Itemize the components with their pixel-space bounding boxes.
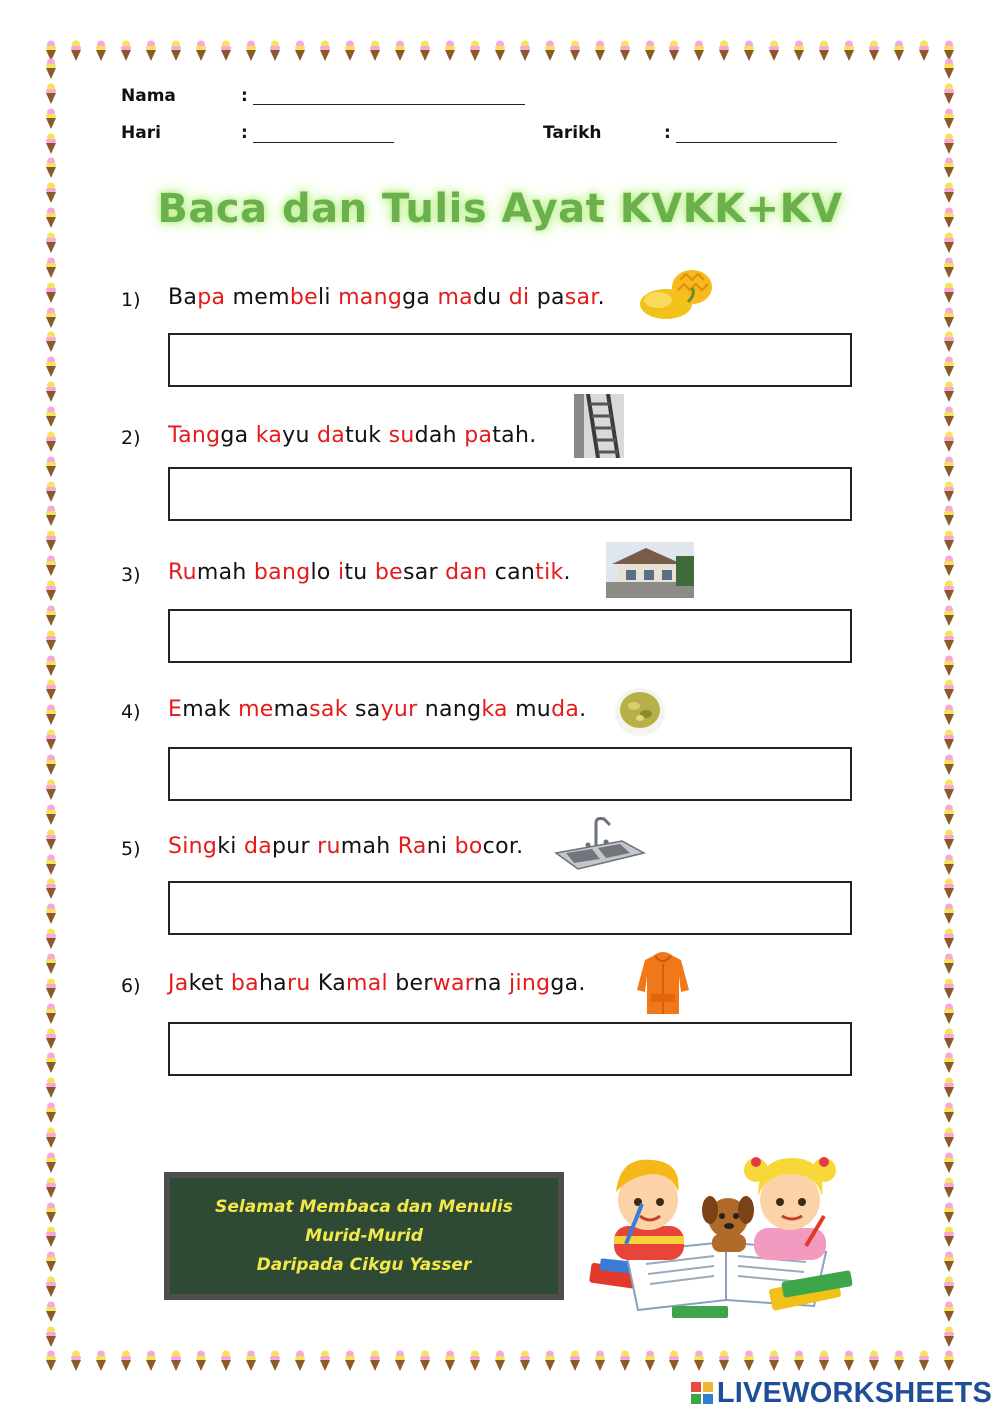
ice-cream-cone-icon	[942, 1152, 956, 1174]
ice-cream-cone-icon	[618, 40, 632, 62]
border-top	[44, 40, 956, 62]
ice-cream-cone-icon	[343, 1350, 357, 1372]
ice-cream-cone-icon	[892, 1350, 906, 1372]
highlighted-syllable: da	[317, 423, 346, 448]
ice-cream-cone-icon	[817, 40, 831, 62]
ice-cream-cone-icon	[144, 1350, 158, 1372]
ice-cream-cone-icon	[293, 40, 307, 62]
ice-cream-cone-icon	[418, 1350, 432, 1372]
syllable: mah	[340, 834, 398, 859]
ice-cream-cone-icon	[44, 754, 58, 776]
ice-cream-cone-icon	[767, 40, 781, 62]
mango-icon	[636, 262, 716, 324]
ice-cream-cone-icon	[892, 40, 906, 62]
day-label: Hari	[121, 123, 161, 143]
highlighted-syllable: Ra	[397, 834, 427, 859]
ice-cream-cone-icon	[942, 804, 956, 826]
ice-cream-cone-icon	[942, 1052, 956, 1074]
ice-cream-cone-icon	[942, 1350, 956, 1372]
ice-cream-cone-icon	[44, 1326, 58, 1348]
ice-cream-cone-icon	[942, 356, 956, 378]
syllable: .	[597, 285, 605, 310]
question-sentence	[168, 697, 586, 722]
question-number: 3)	[121, 564, 141, 586]
ice-cream-cone-icon	[44, 406, 58, 428]
question-sentence	[168, 971, 586, 996]
ice-cream-cone-icon	[44, 1202, 58, 1224]
highlighted-syllable: sak	[309, 697, 348, 722]
ice-cream-cone-icon	[69, 40, 83, 62]
ice-cream-cone-icon	[44, 928, 58, 950]
ice-cream-cone-icon	[169, 40, 183, 62]
ice-cream-cone-icon	[44, 505, 58, 527]
name-field[interactable]	[253, 104, 525, 105]
ice-cream-cone-icon	[942, 1202, 956, 1224]
syllable: tah.	[492, 423, 537, 448]
date-colon: :	[664, 123, 671, 143]
ice-cream-cone-icon	[742, 40, 756, 62]
ice-cream-cone-icon	[468, 40, 482, 62]
ice-cream-cone-icon	[942, 878, 956, 900]
ice-cream-cone-icon	[942, 630, 956, 652]
ice-cream-cone-icon	[44, 1052, 58, 1074]
ice-cream-cone-icon	[44, 1350, 58, 1372]
ice-cream-cone-icon	[942, 481, 956, 503]
ice-cream-cone-icon	[942, 779, 956, 801]
syllable: .	[579, 697, 587, 722]
syllable: ga	[402, 285, 438, 310]
ice-cream-cone-icon	[44, 108, 58, 130]
ice-cream-cone-icon	[44, 456, 58, 478]
answer-box-3[interactable]	[168, 609, 852, 663]
ice-cream-cone-icon	[44, 307, 58, 329]
ice-cream-cone-icon	[44, 1177, 58, 1199]
syllable: mu	[507, 697, 552, 722]
question-number: 4)	[121, 701, 141, 723]
ice-cream-cone-icon	[942, 1326, 956, 1348]
ice-cream-cone-icon	[667, 1350, 681, 1372]
highlighted-syllable: ma	[437, 285, 473, 310]
ice-cream-cone-icon	[643, 40, 657, 62]
highlighted-syllable: me	[238, 697, 274, 722]
ice-cream-cone-icon	[692, 1350, 706, 1372]
ice-cream-cone-icon	[942, 530, 956, 552]
ice-cream-cone-icon	[518, 1350, 532, 1372]
ice-cream-cone-icon	[343, 40, 357, 62]
ice-cream-cone-icon	[867, 40, 881, 62]
ice-cream-cone-icon	[393, 40, 407, 62]
ice-cream-cone-icon	[942, 431, 956, 453]
answer-box-4[interactable]	[168, 747, 852, 801]
jacket-icon	[637, 950, 689, 1016]
ice-cream-cone-icon	[44, 655, 58, 677]
ice-cream-cone-icon	[268, 40, 282, 62]
highlighted-syllable: da	[243, 834, 272, 859]
ice-cream-cone-icon	[942, 58, 956, 80]
syllable: .	[563, 560, 571, 585]
ice-cream-cone-icon	[917, 40, 931, 62]
ice-cream-cone-icon	[942, 1028, 956, 1050]
highlighted-syllable: mal	[345, 971, 388, 996]
ice-cream-cone-icon	[368, 40, 382, 62]
ice-cream-cone-icon	[942, 381, 956, 403]
bungalow-icon	[606, 542, 694, 598]
ice-cream-cone-icon	[418, 40, 432, 62]
ice-cream-cone-icon	[942, 1276, 956, 1298]
ice-cream-cone-icon	[44, 157, 58, 179]
syllable: Ka	[310, 971, 346, 996]
ice-cream-cone-icon	[219, 40, 233, 62]
ice-cream-cone-icon	[44, 58, 58, 80]
syllable: sa	[347, 697, 381, 722]
ice-cream-cone-icon	[593, 40, 607, 62]
highlighted-syllable: su	[388, 423, 415, 448]
highlighted-syllable: da	[551, 697, 580, 722]
ice-cream-cone-icon	[44, 878, 58, 900]
highlighted-syllable: be	[374, 560, 403, 585]
ice-cream-cone-icon	[942, 729, 956, 751]
syllable: nang	[417, 697, 482, 722]
question-sentence	[168, 834, 523, 859]
ice-cream-cone-icon	[942, 108, 956, 130]
ice-cream-cone-icon	[44, 1152, 58, 1174]
syllable: cor.	[482, 834, 524, 859]
logo-text: LIVEWORKSHEETS	[716, 1376, 992, 1409]
ice-cream-cone-icon	[742, 1350, 756, 1372]
ice-cream-cone-icon	[942, 829, 956, 851]
ice-cream-cone-icon	[692, 40, 706, 62]
chalkboard-line-2: Murid-Murid	[305, 1225, 423, 1246]
syllable: mem	[225, 285, 290, 310]
date-label: Tarikh	[543, 123, 602, 143]
ice-cream-cone-icon	[44, 356, 58, 378]
highlighted-syllable: bo	[454, 834, 483, 859]
ice-cream-cone-icon	[44, 381, 58, 403]
highlighted-syllable: Ja	[168, 971, 189, 996]
ice-cream-cone-icon	[44, 1276, 58, 1298]
ice-cream-cone-icon	[318, 1350, 332, 1372]
ice-cream-cone-icon	[717, 40, 731, 62]
highlighted-syllable: ru	[286, 971, 311, 996]
ice-cream-cone-icon	[44, 257, 58, 279]
ice-cream-cone-icon	[119, 1350, 133, 1372]
ice-cream-cone-icon	[867, 1350, 881, 1372]
ice-cream-cone-icon	[44, 232, 58, 254]
logo-mark-icon	[691, 1382, 713, 1404]
question-number: 1)	[121, 289, 141, 311]
ice-cream-cone-icon	[44, 605, 58, 627]
syllable: dah	[414, 423, 465, 448]
syllable: ga.	[550, 971, 586, 996]
ice-cream-cone-icon	[194, 1350, 208, 1372]
highlighted-syllable: yur	[380, 697, 418, 722]
highlighted-syllable: war	[432, 971, 474, 996]
syllable: mah	[196, 560, 254, 585]
ice-cream-cone-icon	[493, 1350, 507, 1372]
ice-cream-cone-icon	[44, 1301, 58, 1323]
ice-cream-cone-icon	[44, 729, 58, 751]
ice-cream-cone-icon	[44, 1003, 58, 1025]
ice-cream-cone-icon	[942, 1077, 956, 1099]
ice-cream-cone-icon	[44, 829, 58, 851]
ice-cream-cone-icon	[618, 1350, 632, 1372]
syllable: mak	[182, 697, 239, 722]
highlighted-syllable: E	[168, 697, 183, 722]
highlighted-syllable: ka	[481, 697, 508, 722]
ice-cream-cone-icon	[468, 1350, 482, 1372]
ice-cream-cone-icon	[44, 331, 58, 353]
ice-cream-cone-icon	[443, 1350, 457, 1372]
date-field[interactable]	[676, 142, 837, 143]
ice-cream-cone-icon	[942, 1102, 956, 1124]
highlighted-syllable: mang	[338, 285, 403, 310]
ice-cream-cone-icon	[44, 580, 58, 602]
highlighted-syllable: bang	[253, 560, 311, 585]
ice-cream-cone-icon	[717, 1350, 731, 1372]
syllable: ni	[426, 834, 455, 859]
highlighted-syllable: pa	[464, 423, 493, 448]
highlighted-syllable: sar	[564, 285, 598, 310]
syllable: pur	[271, 834, 318, 859]
chalkboard-line-3: Daripada Cikgu Yasser	[256, 1254, 472, 1275]
highlighted-syllable: be	[289, 285, 318, 310]
ice-cream-cone-icon	[942, 133, 956, 155]
answer-box-5[interactable]	[168, 881, 852, 935]
question-number: 2)	[121, 427, 141, 449]
ice-cream-cone-icon	[44, 804, 58, 826]
page-title: Baca dan Tulis Ayat KVKK+KV	[157, 186, 843, 232]
ice-cream-cone-icon	[44, 903, 58, 925]
ice-cream-cone-icon	[169, 1350, 183, 1372]
sink-icon	[552, 815, 646, 877]
ice-cream-cone-icon	[942, 307, 956, 329]
ice-cream-cone-icon	[44, 1028, 58, 1050]
day-field[interactable]	[253, 142, 394, 143]
highlighted-syllable: jing	[509, 971, 551, 996]
ice-cream-cone-icon	[144, 40, 158, 62]
ice-cream-cone-icon	[942, 1003, 956, 1025]
syllable: na	[473, 971, 510, 996]
answer-box-6[interactable]	[168, 1022, 852, 1076]
ice-cream-cone-icon	[942, 1226, 956, 1248]
syllable: ber	[387, 971, 433, 996]
ice-cream-cone-icon	[44, 83, 58, 105]
ice-cream-cone-icon	[368, 1350, 382, 1372]
ice-cream-cone-icon	[518, 40, 532, 62]
ice-cream-cone-icon	[942, 157, 956, 179]
ice-cream-cone-icon	[942, 232, 956, 254]
ice-cream-cone-icon	[942, 605, 956, 627]
ice-cream-cone-icon	[842, 40, 856, 62]
ice-cream-cone-icon	[44, 953, 58, 975]
syllable: tuk	[345, 423, 389, 448]
ice-cream-cone-icon	[568, 1350, 582, 1372]
ice-cream-cone-icon	[942, 580, 956, 602]
highlighted-syllable: Tang	[168, 423, 221, 448]
ice-cream-cone-icon	[942, 679, 956, 701]
ice-cream-cone-icon	[942, 1251, 956, 1273]
syllable: ki	[217, 834, 244, 859]
ice-cream-cone-icon	[543, 40, 557, 62]
ice-cream-cone-icon	[44, 530, 58, 552]
syllable: tu	[344, 560, 375, 585]
syllable: lo	[310, 560, 338, 585]
syllable: du	[472, 285, 509, 310]
ice-cream-cone-icon	[543, 1350, 557, 1372]
ice-cream-cone-icon	[44, 679, 58, 701]
ice-cream-cone-icon	[44, 630, 58, 652]
ice-cream-cone-icon	[94, 40, 108, 62]
syllable: Ba	[168, 285, 198, 310]
ice-cream-cone-icon	[942, 282, 956, 304]
ice-cream-cone-icon	[393, 1350, 407, 1372]
question-number: 6)	[121, 975, 141, 997]
liveworksheets-logo[interactable]	[691, 1376, 992, 1410]
syllable: yu	[282, 423, 318, 448]
name-colon: :	[241, 86, 248, 106]
ice-cream-cone-icon	[69, 1350, 83, 1372]
ice-cream-cone-icon	[44, 1226, 58, 1248]
ice-cream-cone-icon	[94, 1350, 108, 1372]
highlighted-syllable: i	[337, 560, 345, 585]
border-bottom	[44, 1350, 956, 1372]
answer-box-2[interactable]	[168, 467, 852, 521]
ladder-icon	[574, 394, 624, 458]
syllable: ha	[258, 971, 287, 996]
highlighted-syllable: pa	[197, 285, 226, 310]
ice-cream-cone-icon	[767, 1350, 781, 1372]
ice-cream-cone-icon	[219, 1350, 233, 1372]
syllable: ma	[273, 697, 310, 722]
border-right	[942, 58, 956, 1348]
ice-cream-cone-icon	[817, 1350, 831, 1372]
highlighted-syllable: Sing	[168, 834, 218, 859]
ice-cream-cone-icon	[942, 754, 956, 776]
ice-cream-cone-icon	[917, 1350, 931, 1372]
ice-cream-cone-icon	[942, 704, 956, 726]
chalkboard	[164, 1172, 564, 1300]
ice-cream-cone-icon	[667, 40, 681, 62]
ice-cream-cone-icon	[44, 704, 58, 726]
ice-cream-cone-icon	[44, 779, 58, 801]
ice-cream-cone-icon	[194, 40, 208, 62]
syllable: sar	[402, 560, 446, 585]
ice-cream-cone-icon	[44, 431, 58, 453]
ice-cream-cone-icon	[593, 1350, 607, 1372]
ice-cream-cone-icon	[942, 555, 956, 577]
ice-cream-cone-icon	[942, 83, 956, 105]
highlighted-syllable: dan	[445, 560, 488, 585]
border-left	[44, 58, 58, 1348]
ice-cream-cone-icon	[942, 1177, 956, 1199]
syllable: ga	[220, 423, 256, 448]
ice-cream-cone-icon	[942, 854, 956, 876]
syllable: ket	[188, 971, 231, 996]
ice-cream-cone-icon	[493, 40, 507, 62]
syllable: pa	[529, 285, 565, 310]
question-sentence	[168, 285, 605, 310]
ice-cream-cone-icon	[942, 1301, 956, 1323]
chalkboard-line-1: Selamat Membaca dan Menulis	[215, 1196, 513, 1217]
ice-cream-cone-icon	[942, 1127, 956, 1149]
ice-cream-cone-icon	[568, 40, 582, 62]
highlighted-syllable: Ru	[168, 560, 197, 585]
syllable: can	[487, 560, 536, 585]
ice-cream-cone-icon	[942, 978, 956, 1000]
ice-cream-cone-icon	[792, 40, 806, 62]
ice-cream-cone-icon	[293, 1350, 307, 1372]
ice-cream-cone-icon	[842, 1350, 856, 1372]
ice-cream-cone-icon	[942, 456, 956, 478]
ice-cream-cone-icon	[643, 1350, 657, 1372]
highlighted-syllable: di	[508, 285, 530, 310]
ice-cream-cone-icon	[44, 978, 58, 1000]
ice-cream-cone-icon	[942, 903, 956, 925]
name-label: Nama	[121, 86, 176, 106]
ice-cream-cone-icon	[44, 1251, 58, 1273]
syllable: li	[317, 285, 339, 310]
answer-box-1[interactable]	[168, 333, 852, 387]
ice-cream-cone-icon	[792, 1350, 806, 1372]
ice-cream-cone-icon	[942, 331, 956, 353]
highlighted-syllable: ru	[317, 834, 341, 859]
ice-cream-cone-icon	[942, 257, 956, 279]
ice-cream-cone-icon	[942, 928, 956, 950]
question-sentence	[168, 560, 571, 585]
ice-cream-cone-icon	[942, 406, 956, 428]
ice-cream-cone-icon	[44, 282, 58, 304]
ice-cream-cone-icon	[44, 133, 58, 155]
ice-cream-cone-icon	[44, 1127, 58, 1149]
highlighted-syllable: ba	[230, 971, 259, 996]
highlighted-syllable: tik	[535, 560, 564, 585]
ice-cream-cone-icon	[44, 481, 58, 503]
children-reading-illustration	[586, 1140, 858, 1324]
jackfruit-curry-icon	[614, 678, 666, 740]
ice-cream-cone-icon	[268, 1350, 282, 1372]
question-number: 5)	[121, 838, 141, 860]
ice-cream-cone-icon	[443, 40, 457, 62]
ice-cream-cone-icon	[942, 505, 956, 527]
ice-cream-cone-icon	[942, 953, 956, 975]
ice-cream-cone-icon	[119, 40, 133, 62]
ice-cream-cone-icon	[942, 655, 956, 677]
ice-cream-cone-icon	[318, 40, 332, 62]
ice-cream-cone-icon	[244, 40, 258, 62]
question-sentence	[168, 423, 537, 448]
ice-cream-cone-icon	[44, 555, 58, 577]
ice-cream-cone-icon	[44, 854, 58, 876]
day-colon: :	[241, 123, 248, 143]
ice-cream-cone-icon	[44, 1102, 58, 1124]
ice-cream-cone-icon	[44, 1077, 58, 1099]
highlighted-syllable: ka	[255, 423, 283, 448]
ice-cream-cone-icon	[244, 1350, 258, 1372]
